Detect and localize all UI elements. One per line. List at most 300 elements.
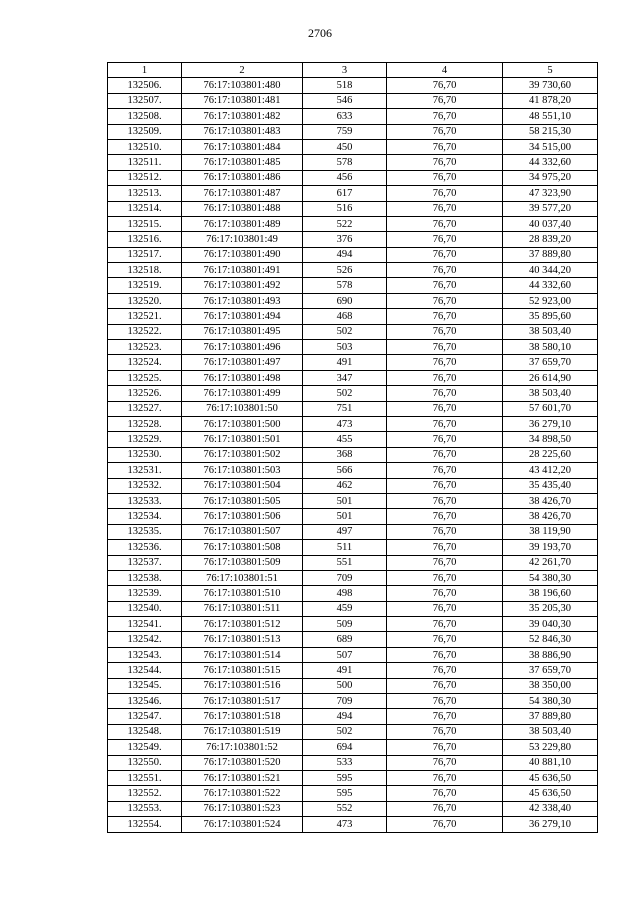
row-number-cell: 132512.	[108, 170, 182, 185]
row-number-cell: 132550.	[108, 755, 182, 770]
area-cell: 502	[303, 724, 387, 739]
column-header: 5	[503, 63, 598, 78]
area-cell: 456	[303, 170, 387, 185]
amount-cell: 35 435,40	[503, 478, 598, 493]
table-row	[108, 93, 598, 108]
table-row	[108, 432, 598, 447]
cadastral-number-cell: 76:17:103801:49	[182, 232, 303, 247]
amount-cell: 54 380,30	[503, 694, 598, 709]
row-number-cell: 132519.	[108, 278, 182, 293]
rate-cell: 76,70	[387, 786, 503, 801]
cadastral-number-cell: 76:17:103801:515	[182, 663, 303, 678]
table-body	[108, 78, 598, 832]
row-number-cell: 132514.	[108, 201, 182, 216]
rate-cell: 76,70	[387, 124, 503, 139]
amount-cell: 26 614,90	[503, 370, 598, 385]
rate-cell: 76,70	[387, 78, 503, 93]
cadastral-number-cell: 76:17:103801:514	[182, 647, 303, 662]
amount-cell: 34 515,00	[503, 139, 598, 154]
row-number-cell: 132507.	[108, 93, 182, 108]
area-cell: 533	[303, 755, 387, 770]
rate-cell: 76,70	[387, 524, 503, 539]
amount-cell: 35 895,60	[503, 309, 598, 324]
amount-cell: 40 037,40	[503, 216, 598, 231]
area-cell: 759	[303, 124, 387, 139]
row-number-cell: 132529.	[108, 432, 182, 447]
table-row	[108, 139, 598, 154]
area-cell: 516	[303, 201, 387, 216]
rate-cell: 76,70	[387, 447, 503, 462]
column-header: 3	[303, 63, 387, 78]
row-number-cell: 132546.	[108, 694, 182, 709]
amount-cell: 52 923,00	[503, 293, 598, 308]
area-cell: 566	[303, 463, 387, 478]
rate-cell: 76,70	[387, 386, 503, 401]
data-table	[107, 62, 598, 833]
table-header-row	[108, 63, 598, 78]
cadastral-number-cell: 76:17:103801:509	[182, 555, 303, 570]
table-row	[108, 170, 598, 185]
rate-cell: 76,70	[387, 663, 503, 678]
table-row	[108, 601, 598, 616]
cadastral-number-cell: 76:17:103801:484	[182, 139, 303, 154]
amount-cell: 39 577,20	[503, 201, 598, 216]
area-cell: 494	[303, 247, 387, 262]
rate-cell: 76,70	[387, 93, 503, 108]
cadastral-number-cell: 76:17:103801:492	[182, 278, 303, 293]
rate-cell: 76,70	[387, 709, 503, 724]
area-cell: 551	[303, 555, 387, 570]
table-row	[108, 370, 598, 385]
table-row	[108, 386, 598, 401]
row-number-cell: 132526.	[108, 386, 182, 401]
cadastral-number-cell: 76:17:103801:507	[182, 524, 303, 539]
area-cell: 500	[303, 678, 387, 693]
row-number-cell: 132554.	[108, 817, 182, 832]
table-row	[108, 632, 598, 647]
rate-cell: 76,70	[387, 293, 503, 308]
rate-cell: 76,70	[387, 186, 503, 201]
amount-cell: 34 975,20	[503, 170, 598, 185]
row-number-cell: 132521.	[108, 309, 182, 324]
table-row	[108, 801, 598, 816]
row-number-cell: 132538.	[108, 570, 182, 585]
area-cell: 450	[303, 139, 387, 154]
table-row	[108, 570, 598, 585]
area-cell: 511	[303, 540, 387, 555]
rate-cell: 76,70	[387, 432, 503, 447]
area-cell: 617	[303, 186, 387, 201]
rate-cell: 76,70	[387, 755, 503, 770]
amount-cell: 37 889,80	[503, 247, 598, 262]
row-number-cell: 132528.	[108, 416, 182, 431]
area-cell: 462	[303, 478, 387, 493]
area-cell: 526	[303, 263, 387, 278]
area-cell: 503	[303, 340, 387, 355]
area-cell: 518	[303, 78, 387, 93]
table-row	[108, 401, 598, 416]
amount-cell: 52 846,30	[503, 632, 598, 647]
cadastral-number-cell: 76:17:103801:483	[182, 124, 303, 139]
area-cell: 502	[303, 386, 387, 401]
cadastral-number-cell: 76:17:103801:496	[182, 340, 303, 355]
amount-cell: 53 229,80	[503, 740, 598, 755]
rate-cell: 76,70	[387, 478, 503, 493]
rate-cell: 76,70	[387, 570, 503, 585]
cadastral-number-cell: 76:17:103801:486	[182, 170, 303, 185]
area-cell: 368	[303, 447, 387, 462]
row-number-cell: 132551.	[108, 770, 182, 785]
table-row	[108, 709, 598, 724]
rate-cell: 76,70	[387, 309, 503, 324]
row-number-cell: 132544.	[108, 663, 182, 678]
area-cell: 376	[303, 232, 387, 247]
cadastral-number-cell: 76:17:103801:520	[182, 755, 303, 770]
area-cell: 347	[303, 370, 387, 385]
amount-cell: 38 350,00	[503, 678, 598, 693]
cadastral-number-cell: 76:17:103801:510	[182, 586, 303, 601]
row-number-cell: 132552.	[108, 786, 182, 801]
amount-cell: 45 636,50	[503, 770, 598, 785]
area-cell: 509	[303, 617, 387, 632]
amount-cell: 35 205,30	[503, 601, 598, 616]
cadastral-number-cell: 76:17:103801:508	[182, 540, 303, 555]
cadastral-number-cell: 76:17:103801:505	[182, 493, 303, 508]
amount-cell: 40 344,20	[503, 263, 598, 278]
amount-cell: 57 601,70	[503, 401, 598, 416]
table-row	[108, 663, 598, 678]
cadastral-number-cell: 76:17:103801:488	[182, 201, 303, 216]
cadastral-number-cell: 76:17:103801:524	[182, 817, 303, 832]
rate-cell: 76,70	[387, 632, 503, 647]
area-cell: 522	[303, 216, 387, 231]
table-row	[108, 463, 598, 478]
amount-cell: 28 225,60	[503, 447, 598, 462]
area-cell: 690	[303, 293, 387, 308]
rate-cell: 76,70	[387, 216, 503, 231]
table-row	[108, 278, 598, 293]
area-cell: 552	[303, 801, 387, 816]
row-number-cell: 132525.	[108, 370, 182, 385]
row-number-cell: 132543.	[108, 647, 182, 662]
amount-cell: 37 659,70	[503, 663, 598, 678]
amount-cell: 38 580,10	[503, 340, 598, 355]
row-number-cell: 132522.	[108, 324, 182, 339]
area-cell: 473	[303, 416, 387, 431]
rate-cell: 76,70	[387, 817, 503, 832]
rate-cell: 76,70	[387, 493, 503, 508]
amount-cell: 48 551,10	[503, 109, 598, 124]
amount-cell: 42 338,40	[503, 801, 598, 816]
table-row	[108, 340, 598, 355]
amount-cell: 40 881,10	[503, 755, 598, 770]
area-cell: 689	[303, 632, 387, 647]
amount-cell: 38 503,40	[503, 324, 598, 339]
rate-cell: 76,70	[387, 232, 503, 247]
amount-cell: 43 412,20	[503, 463, 598, 478]
table-row	[108, 416, 598, 431]
table-row	[108, 78, 598, 93]
area-cell: 459	[303, 601, 387, 616]
amount-cell: 37 889,80	[503, 709, 598, 724]
amount-cell: 44 332,60	[503, 155, 598, 170]
rate-cell: 76,70	[387, 370, 503, 385]
amount-cell: 38 426,70	[503, 509, 598, 524]
amount-cell: 39 193,70	[503, 540, 598, 555]
row-number-cell: 132535.	[108, 524, 182, 539]
cadastral-number-cell: 76:17:103801:523	[182, 801, 303, 816]
table-row	[108, 324, 598, 339]
amount-cell: 37 659,70	[503, 355, 598, 370]
amount-cell: 34 898,50	[503, 432, 598, 447]
cadastral-number-cell: 76:17:103801:518	[182, 709, 303, 724]
rate-cell: 76,70	[387, 324, 503, 339]
row-number-cell: 132553.	[108, 801, 182, 816]
area-cell: 502	[303, 324, 387, 339]
rate-cell: 76,70	[387, 263, 503, 278]
row-number-cell: 132537.	[108, 555, 182, 570]
cadastral-number-cell: 76:17:103801:491	[182, 263, 303, 278]
table-row	[108, 740, 598, 755]
amount-cell: 45 636,50	[503, 786, 598, 801]
rate-cell: 76,70	[387, 724, 503, 739]
rate-cell: 76,70	[387, 770, 503, 785]
table-row	[108, 786, 598, 801]
area-cell: 578	[303, 155, 387, 170]
row-number-cell: 132517.	[108, 247, 182, 262]
rate-cell: 76,70	[387, 109, 503, 124]
row-number-cell: 132523.	[108, 340, 182, 355]
area-cell: 491	[303, 355, 387, 370]
row-number-cell: 132545.	[108, 678, 182, 693]
cadastral-number-cell: 76:17:103801:513	[182, 632, 303, 647]
rate-cell: 76,70	[387, 463, 503, 478]
area-cell: 546	[303, 93, 387, 108]
rate-cell: 76,70	[387, 678, 503, 693]
row-number-cell: 132524.	[108, 355, 182, 370]
table-row	[108, 817, 598, 832]
cadastral-number-cell: 76:17:103801:511	[182, 601, 303, 616]
cadastral-number-cell: 76:17:103801:503	[182, 463, 303, 478]
area-cell: 473	[303, 817, 387, 832]
table-row	[108, 186, 598, 201]
row-number-cell: 132506.	[108, 78, 182, 93]
row-number-cell: 132527.	[108, 401, 182, 416]
amount-cell: 36 279,10	[503, 416, 598, 431]
cadastral-number-cell: 76:17:103801:502	[182, 447, 303, 462]
row-number-cell: 132547.	[108, 709, 182, 724]
amount-cell: 44 332,60	[503, 278, 598, 293]
rate-cell: 76,70	[387, 340, 503, 355]
cadastral-number-cell: 76:17:103801:485	[182, 155, 303, 170]
table-row	[108, 724, 598, 739]
amount-cell: 42 261,70	[503, 555, 598, 570]
row-number-cell: 132518.	[108, 263, 182, 278]
table-row	[108, 770, 598, 785]
row-number-cell: 132534.	[108, 509, 182, 524]
table-row	[108, 247, 598, 262]
cadastral-number-cell: 76:17:103801:516	[182, 678, 303, 693]
cadastral-number-cell: 76:17:103801:481	[182, 93, 303, 108]
rate-cell: 76,70	[387, 555, 503, 570]
cadastral-number-cell: 76:17:103801:497	[182, 355, 303, 370]
cadastral-number-cell: 76:17:103801:52	[182, 740, 303, 755]
table-row	[108, 263, 598, 278]
rate-cell: 76,70	[387, 694, 503, 709]
row-number-cell: 132533.	[108, 493, 182, 508]
area-cell: 578	[303, 278, 387, 293]
row-number-cell: 132541.	[108, 617, 182, 632]
area-cell: 501	[303, 493, 387, 508]
rate-cell: 76,70	[387, 278, 503, 293]
table-row	[108, 309, 598, 324]
area-cell: 455	[303, 432, 387, 447]
table-row	[108, 647, 598, 662]
table-row	[108, 540, 598, 555]
table-row	[108, 216, 598, 231]
area-cell: 468	[303, 309, 387, 324]
table-row	[108, 586, 598, 601]
table-row	[108, 447, 598, 462]
table-row	[108, 524, 598, 539]
rate-cell: 76,70	[387, 201, 503, 216]
amount-cell: 28 839,20	[503, 232, 598, 247]
amount-cell: 38 426,70	[503, 493, 598, 508]
table-row	[108, 232, 598, 247]
table-row	[108, 678, 598, 693]
row-number-cell: 132542.	[108, 632, 182, 647]
table-row	[108, 755, 598, 770]
amount-cell: 39 730,60	[503, 78, 598, 93]
cadastral-number-cell: 76:17:103801:504	[182, 478, 303, 493]
amount-cell: 36 279,10	[503, 817, 598, 832]
row-number-cell: 132539.	[108, 586, 182, 601]
area-cell: 507	[303, 647, 387, 662]
row-number-cell: 132508.	[108, 109, 182, 124]
row-number-cell: 132516.	[108, 232, 182, 247]
row-number-cell: 132532.	[108, 478, 182, 493]
amount-cell: 54 380,30	[503, 570, 598, 585]
cadastral-number-cell: 76:17:103801:487	[182, 186, 303, 201]
amount-cell: 47 323,90	[503, 186, 598, 201]
table-row	[108, 155, 598, 170]
row-number-cell: 132515.	[108, 216, 182, 231]
amount-cell: 38 503,40	[503, 724, 598, 739]
table-row	[108, 493, 598, 508]
column-header: 2	[182, 63, 303, 78]
cadastral-number-cell: 76:17:103801:51	[182, 570, 303, 585]
rate-cell: 76,70	[387, 155, 503, 170]
area-cell: 498	[303, 586, 387, 601]
area-cell: 497	[303, 524, 387, 539]
area-cell: 494	[303, 709, 387, 724]
column-header: 4	[387, 63, 503, 78]
cadastral-number-cell: 76:17:103801:498	[182, 370, 303, 385]
cadastral-number-cell: 76:17:103801:495	[182, 324, 303, 339]
cadastral-number-cell: 76:17:103801:512	[182, 617, 303, 632]
cadastral-number-cell: 76:17:103801:489	[182, 216, 303, 231]
row-number-cell: 132513.	[108, 186, 182, 201]
page-number: 2706	[308, 26, 332, 40]
table-row	[108, 555, 598, 570]
rate-cell: 76,70	[387, 740, 503, 755]
cadastral-number-cell: 76:17:103801:493	[182, 293, 303, 308]
table-row	[108, 478, 598, 493]
row-number-cell: 132511.	[108, 155, 182, 170]
area-cell: 491	[303, 663, 387, 678]
rate-cell: 76,70	[387, 170, 503, 185]
cadastral-number-cell: 76:17:103801:517	[182, 694, 303, 709]
rate-cell: 76,70	[387, 801, 503, 816]
rate-cell: 76,70	[387, 139, 503, 154]
area-cell: 633	[303, 109, 387, 124]
area-cell: 501	[303, 509, 387, 524]
cadastral-number-cell: 76:17:103801:494	[182, 309, 303, 324]
cadastral-number-cell: 76:17:103801:501	[182, 432, 303, 447]
rate-cell: 76,70	[387, 355, 503, 370]
amount-cell: 38 119,90	[503, 524, 598, 539]
amount-cell: 38 196,60	[503, 586, 598, 601]
area-cell: 694	[303, 740, 387, 755]
table-row	[108, 293, 598, 308]
row-number-cell: 132531.	[108, 463, 182, 478]
amount-cell: 38 503,40	[503, 386, 598, 401]
table-row	[108, 201, 598, 216]
rate-cell: 76,70	[387, 617, 503, 632]
cadastral-number-cell: 76:17:103801:500	[182, 416, 303, 431]
rate-cell: 76,70	[387, 509, 503, 524]
column-header: 1	[108, 63, 182, 78]
row-number-cell: 132520.	[108, 293, 182, 308]
area-cell: 595	[303, 786, 387, 801]
amount-cell: 38 886,90	[503, 647, 598, 662]
table-row	[108, 509, 598, 524]
row-number-cell: 132540.	[108, 601, 182, 616]
cadastral-number-cell: 76:17:103801:482	[182, 109, 303, 124]
rate-cell: 76,70	[387, 601, 503, 616]
row-number-cell: 132530.	[108, 447, 182, 462]
rate-cell: 76,70	[387, 247, 503, 262]
rate-cell: 76,70	[387, 416, 503, 431]
row-number-cell: 132509.	[108, 124, 182, 139]
table-row	[108, 617, 598, 632]
cadastral-number-cell: 76:17:103801:50	[182, 401, 303, 416]
rate-cell: 76,70	[387, 540, 503, 555]
table-row	[108, 109, 598, 124]
rate-cell: 76,70	[387, 401, 503, 416]
amount-cell: 39 040,30	[503, 617, 598, 632]
cadastral-number-cell: 76:17:103801:521	[182, 770, 303, 785]
cadastral-number-cell: 76:17:103801:499	[182, 386, 303, 401]
row-number-cell: 132549.	[108, 740, 182, 755]
table-row	[108, 694, 598, 709]
cadastral-number-cell: 76:17:103801:519	[182, 724, 303, 739]
table-row	[108, 124, 598, 139]
cadastral-number-cell: 76:17:103801:490	[182, 247, 303, 262]
area-cell: 709	[303, 570, 387, 585]
cadastral-number-cell: 76:17:103801:506	[182, 509, 303, 524]
row-number-cell: 132510.	[108, 139, 182, 154]
cadastral-number-cell: 76:17:103801:480	[182, 78, 303, 93]
row-number-cell: 132548.	[108, 724, 182, 739]
rate-cell: 76,70	[387, 647, 503, 662]
amount-cell: 41 878,20	[503, 93, 598, 108]
area-cell: 709	[303, 694, 387, 709]
area-cell: 595	[303, 770, 387, 785]
cadastral-number-cell: 76:17:103801:522	[182, 786, 303, 801]
rate-cell: 76,70	[387, 586, 503, 601]
table-row	[108, 355, 598, 370]
